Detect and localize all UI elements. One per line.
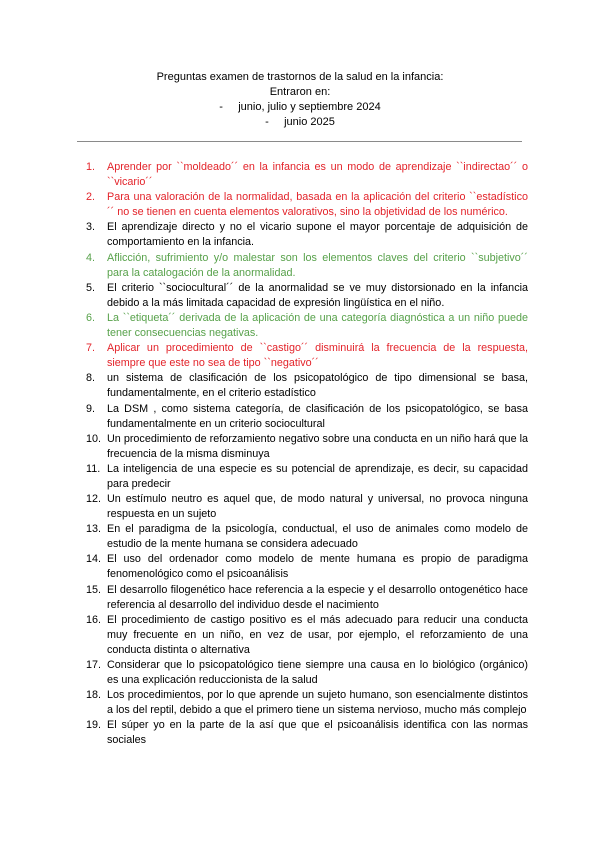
question-text: El aprendizaje directo y no el vicario supone el mayor porcentaje de adquisición de comportamiento en la infancia. — [107, 221, 528, 249]
question-item — [86, 688, 528, 718]
question-text: Un procedimiento de reforzamiento negativo sobre una conducta en un niño hará que la frecuencia de la misma disminuya — [107, 432, 528, 460]
question-item — [86, 220, 528, 250]
exam-date-1: - junio, julio y septiembre 2024 — [219, 101, 381, 113]
question-number: 16. — [86, 613, 102, 626]
question-text: Aflicción, sufrimiento y/o malestar son los elementos claves del criterio ``subjetivo´´ para la catalogación de la anormalidad. — [107, 251, 528, 279]
question-item — [86, 432, 528, 462]
question-number: 13. — [86, 523, 102, 536]
question-item — [86, 281, 528, 311]
question-list — [86, 160, 528, 749]
question-item — [86, 190, 528, 220]
exam-date-2: - junio 2025 — [265, 116, 335, 128]
question-text: Los procedimientos, por lo que aprende un sujeto humano, son esencialmente distintos a los del reptil, debido a que el primero tiene un sistema nervioso, mucho más complejo — [107, 689, 528, 717]
question-number: 7. — [86, 342, 96, 355]
question-number: 9. — [86, 402, 96, 415]
question-number: 14. — [86, 553, 102, 566]
header-divider — [77, 141, 522, 142]
question-item — [86, 552, 528, 582]
question-text: El procedimiento de castigo positivo es el más adecuado para reducir una conducta muy frecuente en un niño, en vez de usar, por ejemplo, el reforzamiento de una conducta distinta o alternativa — [107, 613, 528, 656]
question-text: La ``etiqueta´´ derivada de la aplicación de una categoría diagnóstica a un niño puede tener consecuencias negativas. — [107, 311, 528, 339]
question-text: El criterio ``sociocultural´´ de la anormalidad se ve muy distorsionado en la infancia debido a la más limitada capacidad de expresión lingüística en el niño. — [107, 281, 528, 309]
question-text: La inteligencia de una especie es su potencial de aprendizaje, es decir, su capacidad para predecir — [107, 462, 528, 490]
question-item — [86, 613, 528, 658]
question-number: 17. — [86, 659, 102, 671]
question-number: 10. — [86, 432, 102, 445]
question-text: Aprender por ``moldeado´´ en la infancia es un modo de aprendizaje ``indirectao´´ o ``vicario´´ — [107, 161, 528, 188]
question-text: La DSM , como sistema categoría, de clasificación de los psicopatológico, se basa fundamentalmente en un criterio sociocultural — [107, 402, 528, 430]
document-title: Preguntas examen de trastornos de la salud en la infancia: — [156, 71, 444, 83]
question-item — [86, 371, 528, 401]
question-number: 5. — [86, 281, 96, 294]
document-header — [0, 70, 600, 130]
question-item — [86, 251, 528, 281]
question-item — [86, 311, 528, 341]
question-item — [86, 718, 528, 748]
question-number: 12. — [86, 493, 102, 506]
question-number: 6. — [86, 311, 96, 324]
question-item — [86, 341, 528, 371]
question-number: 4. — [86, 251, 96, 264]
question-item — [86, 160, 528, 190]
question-text: Considerar que lo psicopatológico tiene siempre una causa en lo biológico (orgánico) es una explicación reduccionista de la salud — [107, 659, 528, 686]
question-number: 18. — [86, 689, 102, 702]
question-text: Para una valoración de la normalidad, basada en la aplicación del criterio ``estadístico ´´ no se tienen en cuenta elementos valorativos, sino la objetividad de los numérico. — [107, 191, 528, 219]
question-number: 19. — [86, 719, 102, 732]
question-number: 8. — [86, 372, 96, 385]
question-text: El súper yo en la parte de la así que que el psicoanálisis identifica con las normas sociales — [107, 719, 528, 747]
question-text: En el paradigma de la psicología, conductual, el uso de animales como modelo de estudio de la mente humana se considera adecuado — [107, 523, 528, 551]
entraron-label: Entraron en: — [269, 86, 331, 98]
question-number: 3. — [86, 221, 96, 234]
question-number: 2. — [86, 191, 96, 204]
question-item — [86, 583, 528, 613]
question-text: El uso del ordenador como modelo de mente humana es propio de paradigma fenomenológico como el psicoanálisis — [107, 553, 528, 581]
question-text: Un estímulo neutro es aquel que, de modo natural y universal, no provoca ninguna respuesta en un sujeto — [107, 493, 528, 521]
question-item — [86, 402, 528, 432]
question-item — [86, 658, 528, 688]
question-number: 11. — [86, 462, 101, 475]
question-text: un sistema de clasificación de los psicopatológico de tipo dimensional se basa, fundamentalmente, en el criterio estadístico — [107, 372, 528, 400]
question-item — [86, 522, 528, 552]
question-item — [86, 492, 528, 522]
question-number: 1. — [86, 161, 96, 173]
question-text: El desarrollo filogenético hace referencia a la especie y el desarrollo ontogenético hace referencia al desarrollo del individuo desde el nacimiento — [107, 583, 528, 611]
question-number: 15. — [86, 583, 102, 596]
question-text: Aplicar un procedimiento de ``castigo´´ disminuirá la frecuencia de la respuesta, siempre que este no sea de tipo ``negativo´´ — [107, 342, 528, 370]
question-item — [86, 462, 528, 492]
